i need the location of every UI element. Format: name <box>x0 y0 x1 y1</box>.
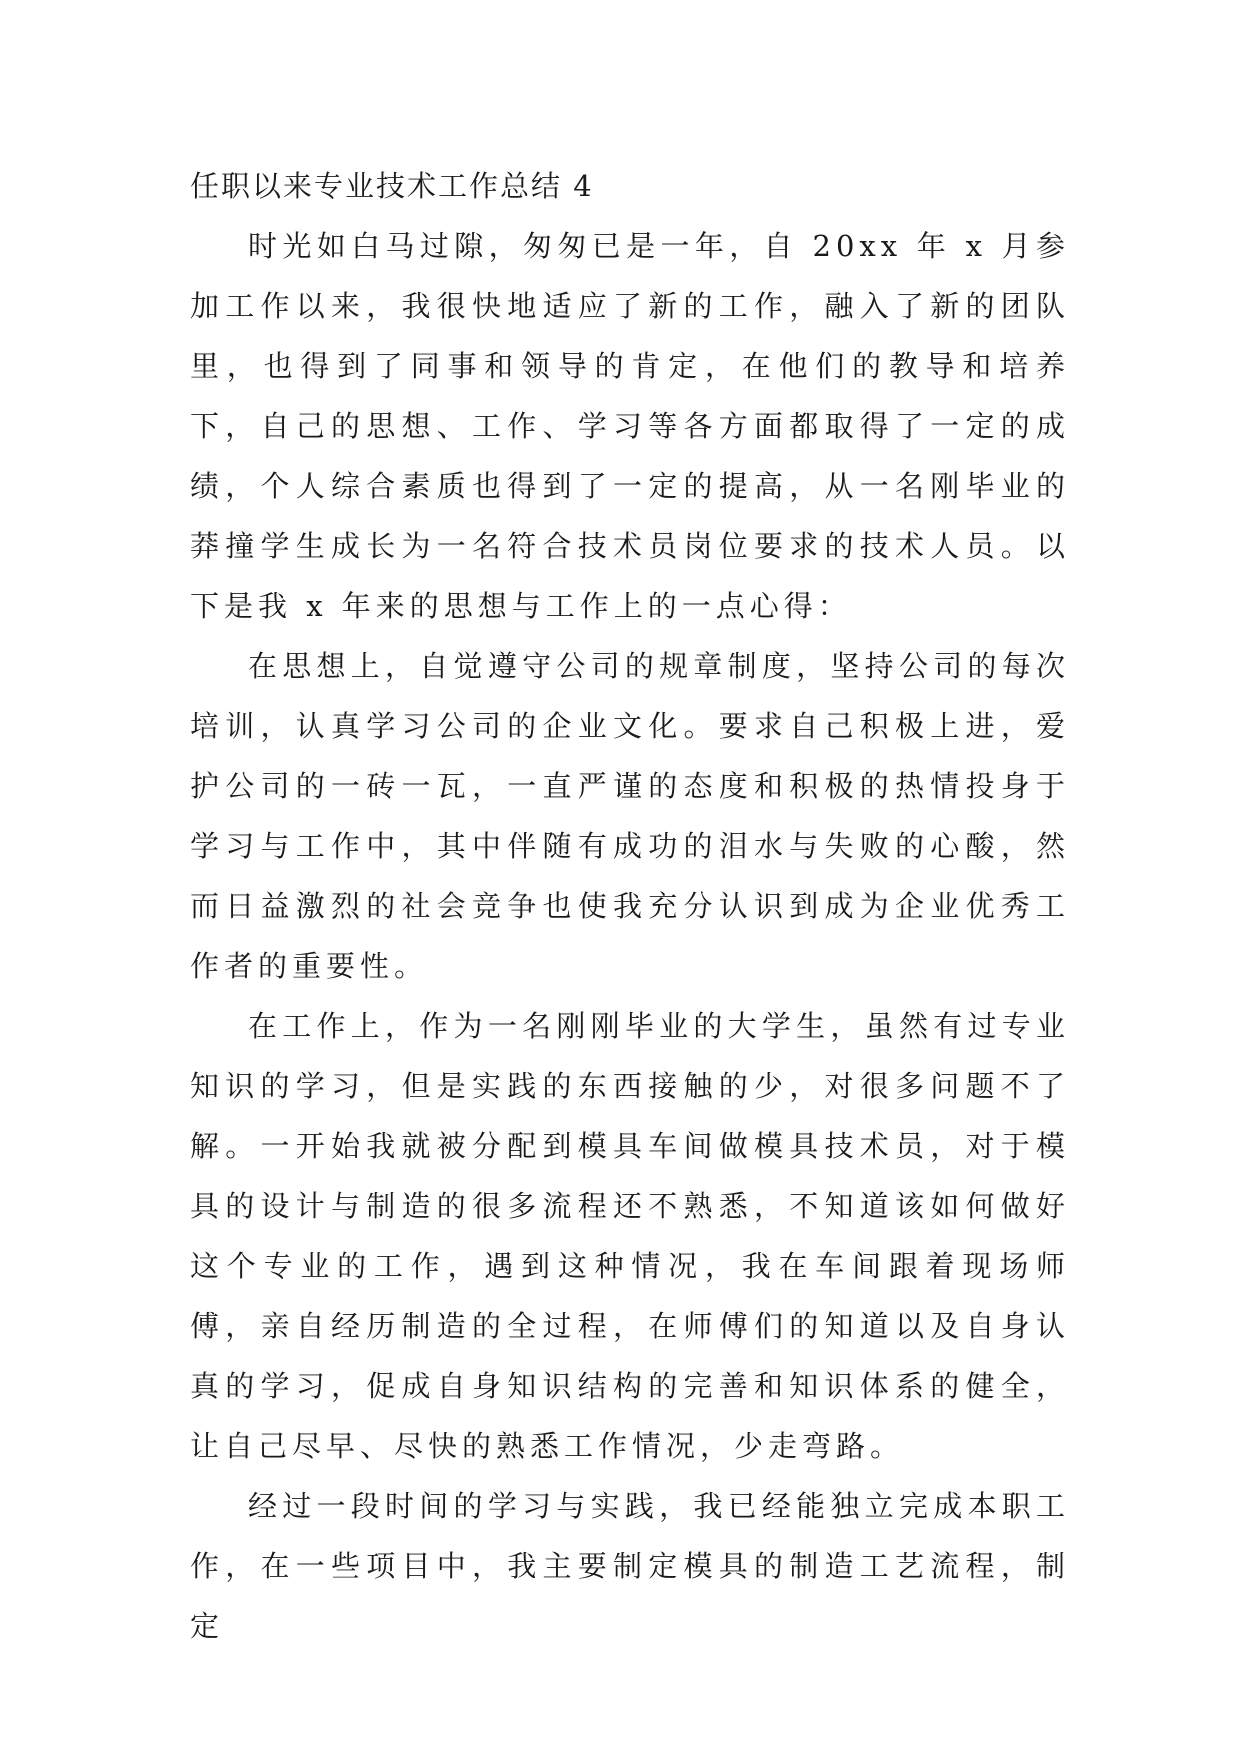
paragraph-intro: 时光如白马过隙，匆匆已是一年，自 20xx 年 x 月参加工作以来，我很快地适应了新的工作，融入了新的团队里，也得到了同事和领导的肯定，在他们的教导和培养下，自己的思想、工作、学习等各方面都取得了一定的成绩，个人综合素质也得到了一定的提高，从一名刚毕业的莽撞学生成长为一名符合技术员岗位要求的技术人员。以下是我 x 年来的思想与工作上的一点心得： <box>190 229 1070 623</box>
document-title: 任职以来专业技术工作总结 4 <box>190 169 594 203</box>
paragraph-work: 在工作上，作为一名刚刚毕业的大学生，虽然有过专业知识的学习，但是实践的东西接触的少，对很多问题不了解。一开始我就被分配到模具车间做模具技术员，对于模具的设计与制造的很多流程还不熟悉，不知道该如何做好这个专业的工作，遇到这种情况，我在车间跟着现场师傅，亲自经历制造的全过程，在师傅们的知道以及自身认真的学习，促成自身知识结构的完善和知识体系的健全，让自己尽早、尽快的熟悉工作情况，少走弯路。 <box>190 1009 1070 1463</box>
paragraph-practice: 经过一段时间的学习与实践，我已经能独立完成本职工作，在一些项目中，我主要制定模具的制造工艺流程，制定 <box>190 1489 1070 1643</box>
paragraph-thought: 在思想上，自觉遵守公司的规章制度，坚持公司的每次培训，认真学习公司的企业文化。要求自己积极上进，爱护公司的一砖一瓦，一直严谨的态度和积极的热情投身于学习与工作中，其中伴随有成功的泪水与失败的心酸，然而日益激烈的社会竞争也使我充分认识到成为企业优秀工作者的重要性。 <box>190 649 1070 983</box>
document-body <box>190 156 1070 1656</box>
